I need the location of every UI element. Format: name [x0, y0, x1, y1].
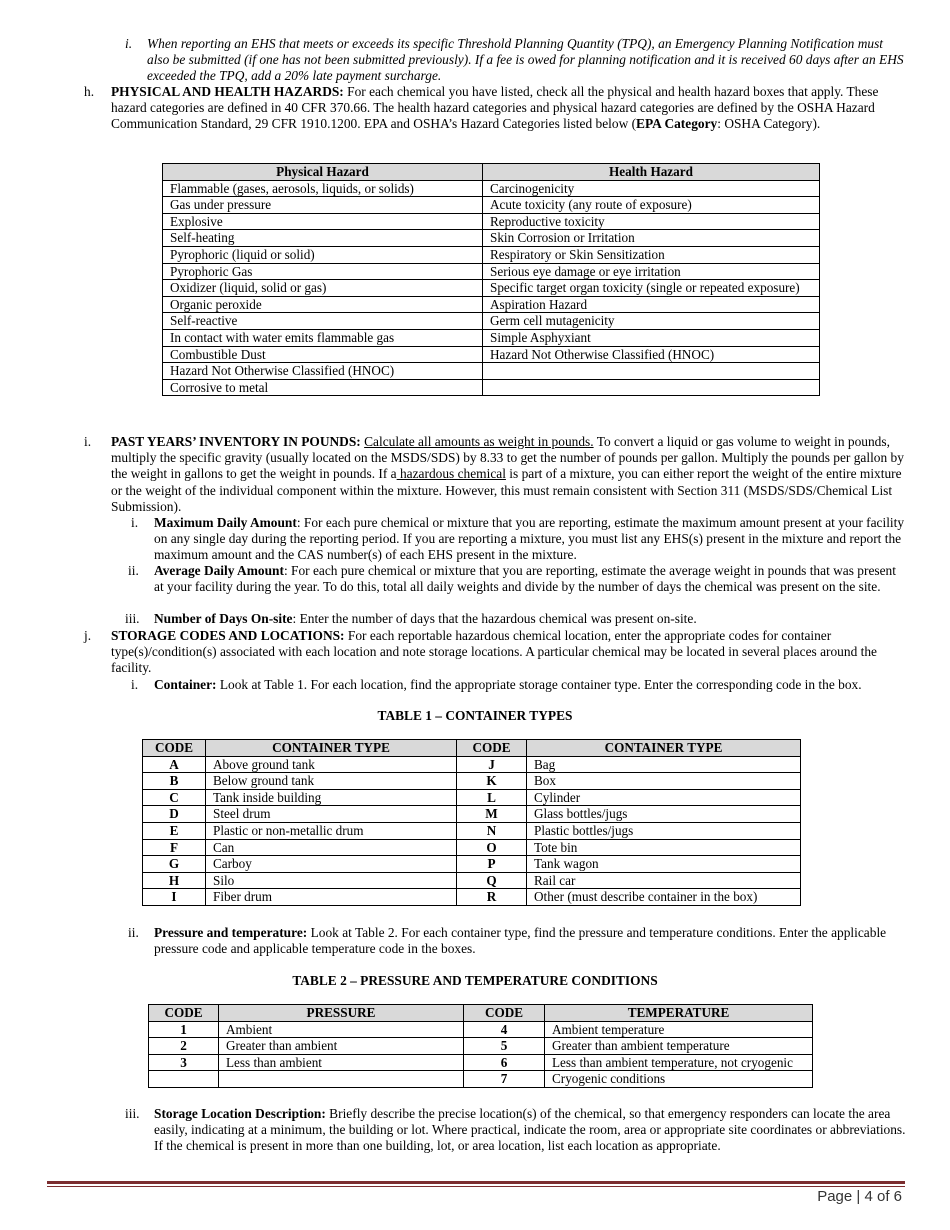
days-onsite-text: : Enter the number of days that the hazardous chemical was present on-site. — [292, 611, 697, 626]
header-physical-hazard: Physical Hazard — [163, 164, 483, 181]
table-row — [149, 1021, 813, 1038]
physical-hazard-cell: Flammable (gases, aerosols, liquids, or solids) — [163, 180, 483, 197]
table-row — [163, 280, 820, 297]
container-code-cell: B — [143, 773, 206, 790]
pressure-cell: Ambient — [219, 1021, 464, 1038]
table-row — [163, 197, 820, 214]
pressure-code-cell: 3 — [149, 1054, 219, 1071]
container-code-cell: P — [457, 856, 527, 873]
table-row — [163, 246, 820, 263]
section-h-text: For each chemical you have listed, check all the physical and health hazard boxes that apply. These hazard categories are defined in 40 CFR 370.66. The health hazard categories and physical hazard categories are defined by the OSHA Hazard Communication Standard, 29 CFR 1910.1200. EPA and OSHA’s Hazard Categories listed below ( — [111, 84, 879, 132]
avg-daily-amount-item — [154, 563, 906, 595]
storage-location-heading: Storage Location Description: — [154, 1106, 326, 1121]
table-row — [143, 889, 801, 906]
health-hazard-cell: Skin Corrosion or Irritation — [483, 230, 820, 247]
section-i-text: To convert a liquid or gas volume to weight in pounds, multiply the specific gravity (usually located on the MSDS/SDS) by 8.33 to get the number of pounds per gallon. Multiply the pounds per gallon by the weight in gallons to get the weight in pounds. If a — [111, 434, 904, 482]
container-code-cell: G — [143, 856, 206, 873]
pressure-cell: Less than ambient — [219, 1054, 464, 1071]
table-row — [163, 180, 820, 197]
table2-header-code: CODE — [149, 1005, 219, 1022]
physical-hazard-cell: Pyrophoric Gas — [163, 263, 483, 280]
container-type-cell: Tank inside building — [206, 789, 457, 806]
container-type-cell: Steel drum — [206, 806, 457, 823]
days-onsite-heading: Number of Days On-site — [154, 611, 293, 626]
section-h-paragraph — [111, 84, 906, 133]
table-row — [163, 263, 820, 280]
table2-caption: TABLE 2 – PRESSURE AND TEMPERATURE CONDITIONS — [292, 973, 658, 988]
health-hazard-cell: Serious eye damage or eye irritation — [483, 263, 820, 280]
table-row — [163, 230, 820, 247]
container-code-cell: I — [143, 889, 206, 906]
container-item — [154, 677, 906, 693]
list-marker: i. — [125, 36, 133, 51]
container-type-cell: Plastic bottles/jugs — [527, 822, 801, 839]
physical-hazard-cell: Self-heating — [163, 230, 483, 247]
health-hazard-cell — [483, 379, 820, 396]
container-code-cell: Q — [457, 872, 527, 889]
health-hazard-cell — [483, 363, 820, 380]
section-j-heading: STORAGE CODES AND LOCATIONS: — [111, 628, 345, 643]
avg-daily-amount-text: : For each pure chemical or mixture that you are reporting, estimate the average weight in pounds that was present at your facility during the year. To do this, total all daily weights and divide by the number of days the chemical was present on the site. — [154, 563, 896, 595]
header-health-hazard: Health Hazard — [483, 164, 820, 181]
temperature-code-cell: 6 — [464, 1054, 545, 1071]
container-type-cell: Carboy — [206, 856, 457, 873]
pressure-code-cell — [149, 1071, 219, 1088]
container-code-cell: A — [143, 756, 206, 773]
physical-hazard-cell: Gas under pressure — [163, 197, 483, 214]
temperature-cell: Less than ambient temperature, not cryogenic — [545, 1054, 813, 1071]
section-marker-h: h. — [84, 84, 95, 99]
table-row — [143, 822, 801, 839]
hazardous-chemical-term: hazardous chemical — [396, 466, 506, 482]
table-row — [143, 789, 801, 806]
table-row — [149, 1071, 813, 1088]
weight-instruction: Calculate all amounts as weight in pounds. — [364, 434, 594, 449]
physical-hazard-cell: Pyrophoric (liquid or solid) — [163, 246, 483, 263]
pressure-temp-text: Look at Table 2. For each container type, find the pressure and temperature conditions. Enter the applicable pressure code and applicable temperature code in the boxes. — [154, 925, 887, 957]
container-type-cell: Tank wagon — [527, 856, 801, 873]
avg-daily-amount-heading: Average Daily Amount — [154, 563, 284, 578]
table-row — [163, 296, 820, 313]
health-hazard-cell: Simple Asphyxiant — [483, 329, 820, 346]
table2-header-code-2: CODE — [464, 1005, 545, 1022]
footer-rule — [47, 1181, 905, 1184]
table-row — [163, 346, 820, 363]
table1-header-code: CODE — [143, 740, 206, 757]
footer-rule-thin — [47, 1186, 905, 1187]
table2-header-temperature: TEMPERATURE — [545, 1005, 813, 1022]
temperature-cell: Greater than ambient temperature — [545, 1038, 813, 1055]
health-hazard-cell: Aspiration Hazard — [483, 296, 820, 313]
max-daily-amount-heading: Maximum Daily Amount — [154, 515, 297, 530]
pressure-temperature-table — [148, 1004, 813, 1088]
table-row — [163, 379, 820, 396]
section-h-text-end: : OSHA Category). — [717, 116, 821, 132]
container-code-cell: D — [143, 806, 206, 823]
sub-marker: iii. — [125, 1106, 140, 1121]
section-h-heading: PHYSICAL AND HEALTH HAZARDS: — [111, 84, 344, 99]
storage-location-text: Briefly describe the precise location(s) of the chemical, so that emergency responders can locate the area easily, indicating at a minimum, the building or lot. Where practical, indicate the room, area or appropriate site coordinates or abbreviations. If the chemical is present in more than one building, lot, or area location, list each location as appropriate. — [154, 1106, 906, 1154]
container-code-cell: N — [457, 822, 527, 839]
container-type-cell: Silo — [206, 872, 457, 889]
pressure-temp-item — [154, 925, 906, 957]
container-code-cell: J — [457, 756, 527, 773]
sub-marker: i. — [131, 677, 139, 692]
storage-location-item — [154, 1106, 906, 1155]
temperature-code-cell: 7 — [464, 1071, 545, 1088]
container-type-cell: Other (must describe container in the box) — [527, 889, 801, 906]
temperature-cell: Cryogenic conditions — [545, 1071, 813, 1088]
hazard-table — [162, 163, 820, 396]
table-row — [143, 839, 801, 856]
container-type-cell: Below ground tank — [206, 773, 457, 790]
sub-marker: ii. — [128, 925, 139, 940]
physical-hazard-cell: Corrosive to metal — [163, 379, 483, 396]
temperature-code-cell: 4 — [464, 1021, 545, 1038]
container-type-cell: Plastic or non-metallic drum — [206, 822, 457, 839]
sub-marker: i. — [131, 515, 139, 530]
pressure-temp-heading: Pressure and temperature: — [154, 925, 308, 940]
physical-hazard-cell: Oxidizer (liquid, solid or gas) — [163, 280, 483, 297]
container-type-cell: Glass bottles/jugs — [527, 806, 801, 823]
container-type-cell: Tote bin — [527, 839, 801, 856]
container-text: Look at Table 1. For each location, find the appropriate storage container type. Enter the corresponding code in the box. — [216, 677, 862, 692]
health-hazard-cell: Specific target organ toxicity (single or repeated exposure) — [483, 280, 820, 297]
container-types-table — [142, 739, 801, 906]
section-i-paragraph — [111, 434, 906, 515]
health-hazard-cell: Hazard Not Otherwise Classified (HNOC) — [483, 346, 820, 363]
container-type-cell: Fiber drum — [206, 889, 457, 906]
table-row — [163, 329, 820, 346]
sub-marker: ii. — [128, 563, 139, 578]
health-hazard-cell: Reproductive toxicity — [483, 213, 820, 230]
health-hazard-cell: Respiratory or Skin Sensitization — [483, 246, 820, 263]
container-code-cell: E — [143, 822, 206, 839]
sub-marker: iii. — [125, 611, 140, 626]
physical-hazard-cell: Explosive — [163, 213, 483, 230]
table-row — [143, 773, 801, 790]
container-code-cell: O — [457, 839, 527, 856]
pressure-cell — [219, 1071, 464, 1088]
container-code-cell: F — [143, 839, 206, 856]
container-type-cell: Bag — [527, 756, 801, 773]
days-onsite-item — [154, 611, 906, 627]
health-hazard-cell: Germ cell mutagenicity — [483, 313, 820, 330]
container-heading: Container: — [154, 677, 217, 692]
container-type-cell: Rail car — [527, 872, 801, 889]
temperature-cell: Ambient temperature — [545, 1021, 813, 1038]
health-hazard-cell: Carcinogenicity — [483, 180, 820, 197]
physical-hazard-cell: In contact with water emits flammable gas — [163, 329, 483, 346]
container-code-cell: C — [143, 789, 206, 806]
epa-category-label: EPA Category — [636, 116, 718, 132]
container-code-cell: R — [457, 889, 527, 906]
section-marker-j: j. — [84, 628, 92, 643]
section-j-text: For each reportable hazardous chemical location, enter the appropriate codes for container type(s)/condition(s) associated with each location and note storage locations. A particular chemical may be located in several places around the facility. — [111, 628, 877, 676]
section-j-paragraph — [111, 628, 906, 677]
section-i-heading: PAST YEARS’ INVENTORY IN POUNDS: — [111, 434, 361, 449]
table-row — [143, 872, 801, 889]
tpq-notification-note: When reporting an EHS that meets or exceeds its specific Threshold Planning Quantity (TPQ), an Emergency Planning Notification must also be submitted (if one has not been submitted previously). If a fee is owed for planning notification and it is received 60 days after an EHS exceeded the TPQ, add a 20% late payment surcharge. — [147, 36, 904, 84]
table-row — [149, 1054, 813, 1071]
table2-header-pressure: PRESSURE — [219, 1005, 464, 1022]
table-row — [143, 856, 801, 873]
section-i-text-end: is part of a mixture, you can either report the weight of the entire mixture or the weight of the individual component within the mixture. However, this must remain consistent with Section 311 (MSDS/SDS/Chemical List Submission). — [111, 466, 902, 514]
table-row — [163, 363, 820, 380]
table-row — [143, 756, 801, 773]
physical-hazard-cell: Hazard Not Otherwise Classified (HNOC) — [163, 363, 483, 380]
table-row — [143, 806, 801, 823]
pressure-code-cell: 2 — [149, 1038, 219, 1055]
physical-hazard-cell: Combustible Dust — [163, 346, 483, 363]
pressure-code-cell: 1 — [149, 1021, 219, 1038]
container-code-cell: L — [457, 789, 527, 806]
container-code-cell: H — [143, 872, 206, 889]
section-marker-i: i. — [84, 434, 92, 449]
container-code-cell: K — [457, 773, 527, 790]
temperature-code-cell: 5 — [464, 1038, 545, 1055]
table-row — [163, 213, 820, 230]
container-type-cell: Can — [206, 839, 457, 856]
max-daily-amount-item — [154, 515, 906, 564]
physical-hazard-cell: Self-reactive — [163, 313, 483, 330]
physical-hazard-cell: Organic peroxide — [163, 296, 483, 313]
container-type-cell: Box — [527, 773, 801, 790]
table-row — [163, 313, 820, 330]
container-type-cell: Above ground tank — [206, 756, 457, 773]
table1-header-code-2: CODE — [457, 740, 527, 757]
container-type-cell: Cylinder — [527, 789, 801, 806]
pressure-cell: Greater than ambient — [219, 1038, 464, 1055]
table1-header-container-type-2: CONTAINER TYPE — [527, 740, 801, 757]
max-daily-amount-text: : For each pure chemical or mixture that you are reporting, estimate the maximum amount present at your facility on any single day during the reporting period. If you are reporting a mixture, you must list any EHS(s) present in the mixture and report the maximum amount and the CAS number(s) of each EHS present in the mixture. — [154, 515, 905, 563]
page-number: Page | 4 of 6 — [817, 1188, 902, 1205]
container-code-cell: M — [457, 806, 527, 823]
table1-header-container-type: CONTAINER TYPE — [206, 740, 457, 757]
health-hazard-cell: Acute toxicity (any route of exposure) — [483, 197, 820, 214]
table1-caption: TABLE 1 – CONTAINER TYPES — [377, 708, 573, 723]
table-row — [149, 1038, 813, 1055]
